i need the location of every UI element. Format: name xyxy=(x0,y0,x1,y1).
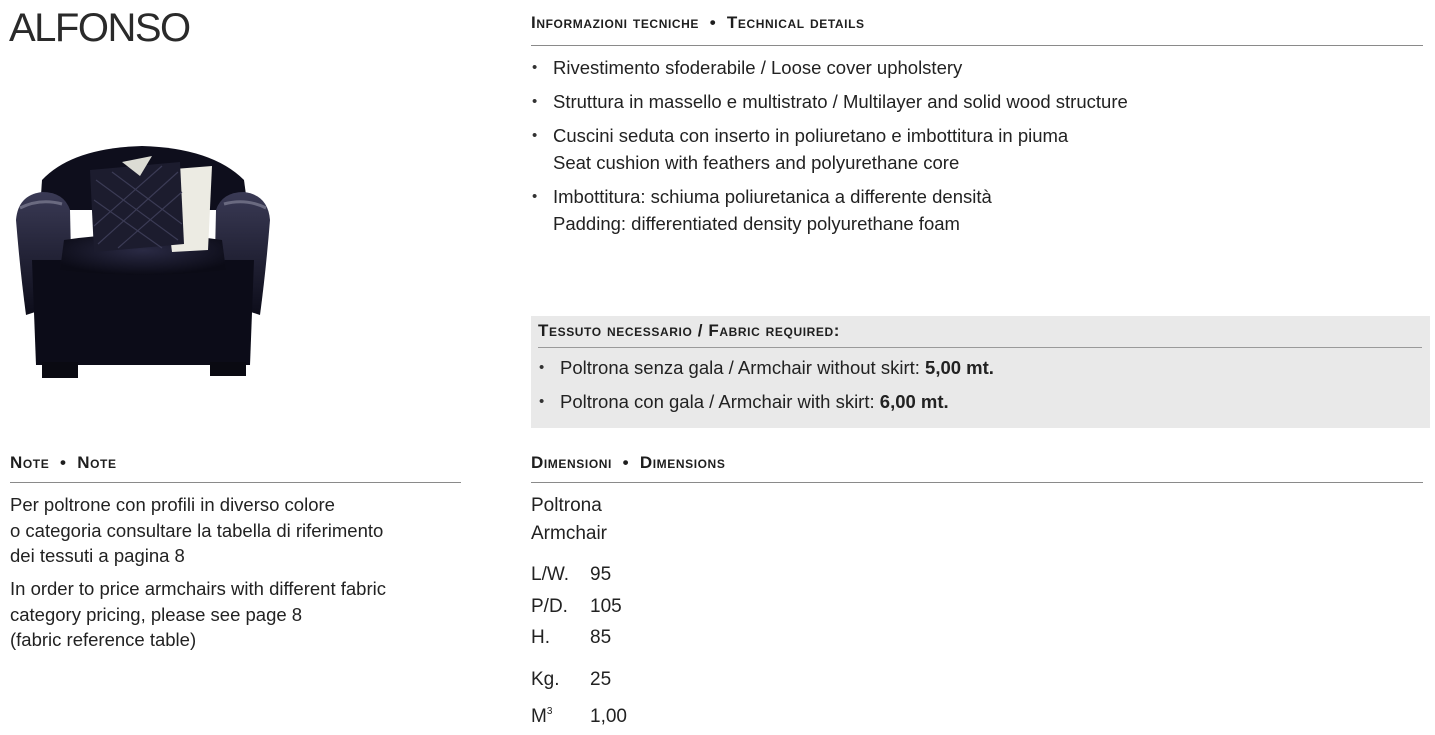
dimension-row-weight: Kg. 25 xyxy=(531,669,612,690)
list-item: • Poltrona con gala / Armchair with skirt: 6,00 mt. xyxy=(538,388,994,415)
note-text-en: In order to price armchairs with different fabric category pricing, please see page 8 (fabric reference table) xyxy=(10,578,386,650)
dimensions-rule xyxy=(531,482,1423,483)
fabric-required-heading: Tessuto necessario / Fabric required: xyxy=(538,321,841,340)
dimensions-label-it: Poltrona xyxy=(531,495,602,516)
product-title: ALFONSO xyxy=(9,6,190,50)
technical-details-rule xyxy=(531,45,1423,46)
fabric-required-panel xyxy=(531,316,1430,428)
list-item: • Poltrona senza gala / Armchair without skirt: 5,00 mt. xyxy=(538,354,994,381)
dimensions-heading: Dimensioni • Dimensions xyxy=(531,453,726,472)
technical-details-section xyxy=(531,12,1423,234)
list-item: • Imbottitura: schiuma poliuretanica a differente densità Padding: differentiated density polyurethane foam xyxy=(531,183,1128,237)
list-item: • Struttura in massello e multistrato / Multilayer and solid wood structure xyxy=(531,88,1128,115)
list-item: • Cuscini seduta con inserto in poliuretano e imbottitura in piuma Seat cushion with feathers and polyurethane core xyxy=(531,122,1128,176)
dimension-row-volume: $M^3$ 1,00 xyxy=(531,706,627,727)
note-text-it: Per poltrone con profili in diverso colore o categoria consultare la tabella di riferimento dei tessuti a pagina 8 xyxy=(10,494,384,566)
dimensions-section xyxy=(531,452,1423,727)
technical-details-heading: Informazioni tecniche • Technical details xyxy=(531,13,865,32)
fabric-required-rule xyxy=(538,347,1422,348)
dimensions-label-en: Armchair xyxy=(531,523,608,544)
dimension-row-height: H. 85 xyxy=(531,627,612,648)
dimension-row-width: L/W. 95 xyxy=(531,564,612,585)
list-item: • Rivestimento sfoderabile / Loose cover upholstery xyxy=(531,54,1128,81)
armchair-image xyxy=(12,140,274,385)
note-heading: Note • Note xyxy=(10,453,117,472)
note-section xyxy=(10,452,461,650)
note-rule xyxy=(10,482,461,483)
technical-details-list xyxy=(531,54,1128,244)
fabric-required-list xyxy=(538,354,994,422)
dimension-row-depth: P/D. 105 xyxy=(531,596,622,617)
